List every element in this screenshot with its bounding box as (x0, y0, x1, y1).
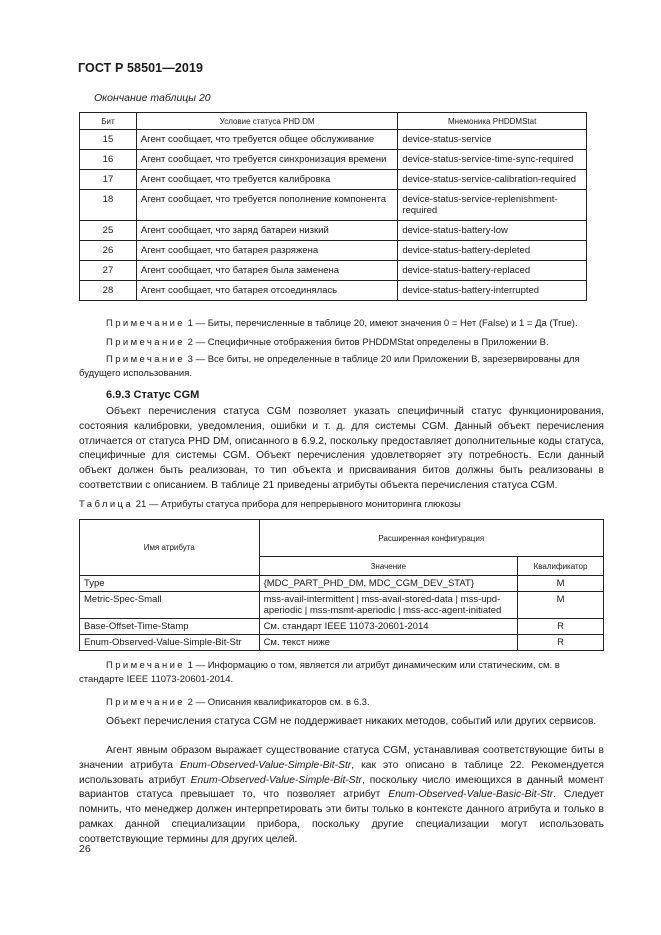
note-text: 3 — Все биты, не определенные в таблице 20 или Приложении В, зарезервированы для будущего использования. (79, 354, 580, 379)
section-title: Статус CGM (133, 389, 200, 401)
table-label: Таблица (79, 499, 134, 510)
mnemonic-cell: device-status-battery-interrupted (398, 281, 587, 301)
column-header: Квалификатор (518, 557, 604, 576)
qualifier-cell: M (518, 592, 604, 619)
paragraph-1: Объект перечисления статуса CGM позволяет указать специфичный статус функционирования, состояния калибровки, уведомления, ошибки и т. д. для системы CGM. Данный объект перечисления отличается от статуса PHD DM, описанного в 6.9.2, поскольку предоставляет дополнительные коды статуса, специфичные для системы CGM. Объект перечисления удовлетворяет эту потребность. Если данный объект должен быть реализован, то тип объекта и присваивания битов должны быть реализованы в соответствии с описанием. В таблице 21 приведены атрибуты объекта перечисления статуса CGM. (79, 406, 604, 491)
condition-cell: Агент сообщает, что батарея разряжена (136, 241, 397, 261)
qualifier-cell: R (518, 619, 604, 635)
attribute-name-cell: Metric-Spec-Small (80, 592, 260, 619)
bit-cell: 16 (80, 150, 137, 170)
table-row (80, 241, 587, 261)
table-header-row (80, 520, 604, 557)
table-row (80, 221, 587, 241)
table-row (80, 190, 587, 221)
qualifier-cell: R (518, 635, 604, 651)
attribute-name-cell: Base-Offset-Time-Stamp (80, 619, 260, 635)
table-header-row (80, 113, 587, 130)
value-cell: См. стандарт IEEE 11073-20601-2014 (259, 619, 518, 635)
column-header: Значение (259, 557, 518, 576)
paragraph-3: Агент явным образом выражает существование статуса CGM, устанавливая соответствующие биты в значении атрибута Enum-Observed-Value-Simple-Bit-Str, как это описано в таблице 22. Рекомендуется использовать атрибут Enum-Observed-Value-Simple-Bit-Str, поскольку число имеющихся в данный момент вариантов статуса превышает то, что позволяет атрибут Enum-Observed-Value-Basic-Bit-Str. Следует помнить, что менеджер должен интерпретировать эти биты только в контексте данного атрибута и только в рамках данной специализации прибора, поскольку другие специализации могут использовать соответствующие термины для других целей. (79, 745, 604, 845)
note-1 (106, 317, 606, 331)
table-row (80, 130, 587, 150)
table-continuation-caption: Окончание таблицы 20 (94, 92, 211, 104)
note-label: Примечание (106, 660, 185, 671)
column-header: Мнемоника PHDDMStat (398, 113, 587, 130)
qualifier-cell: M (518, 576, 604, 592)
column-header: Имя атрибута (80, 520, 260, 576)
column-header: Условие статуса PHD DM (136, 113, 397, 130)
mnemonic-cell: device-status-service-replenishment-required (398, 190, 587, 221)
table-row (80, 150, 587, 170)
note-21-1 (79, 659, 604, 687)
condition-cell: Агент сообщает, что батарея отсоединялась (136, 281, 397, 301)
value-cell: См. текст ниже (259, 635, 518, 651)
table-row (80, 635, 604, 651)
note-text: 1 — Информацию о том, является ли атрибут динамическим или статическим, см. в стандарте IEEE 11073-20601-2014. (79, 660, 560, 685)
mnemonic-cell: device-status-battery-depleted (398, 241, 587, 261)
note-2 (106, 336, 606, 350)
note-3 (79, 353, 604, 381)
standard-header: ГОСТ Р 58501—2019 (78, 61, 204, 75)
value-cell: {MDC_PART_PHD_DM, MDC_CGM_DEV_STAT} (259, 576, 518, 592)
bit-cell: 28 (80, 281, 137, 301)
paragraph-2: Объект перечисления статуса CGM не поддерживает никаких методов, событий или других сервисов. (106, 716, 597, 727)
bit-cell: 15 (80, 130, 137, 150)
table-row (80, 170, 587, 190)
note-label: Примечание (106, 354, 185, 365)
condition-cell: Агент сообщает, что требуется общее обслуживание (136, 130, 397, 150)
bit-cell: 25 (80, 221, 137, 241)
condition-cell: Агент сообщает, что заряд батареи низкий (136, 221, 397, 241)
bit-cell: 27 (80, 261, 137, 281)
table-row (80, 281, 587, 301)
column-header: Бит (80, 113, 137, 130)
condition-cell: Агент сообщает, что батарея была заменена (136, 261, 397, 281)
table-row (80, 261, 587, 281)
note-label: Примечание (106, 318, 185, 329)
attribute-name-cell: Type (80, 576, 260, 592)
mnemonic-cell: device-status-service-calibration-required (398, 170, 587, 190)
section-number: 6.9.3 (106, 389, 131, 401)
table-row (80, 619, 604, 635)
table-row (80, 592, 604, 619)
mnemonic-cell: device-status-battery-low (398, 221, 587, 241)
condition-cell: Агент сообщает, что требуется пополнение компонента (136, 190, 397, 221)
note-label: Примечание (106, 697, 185, 708)
note-21-2 (106, 696, 606, 710)
column-header: Расширенная конфигурация (259, 520, 603, 557)
section-heading (106, 389, 199, 401)
value-cell: mss-avail-intermittent | mss-avail-stored-data | mss-upd-aperiodic | mss-msmt-aperiodic | mss-acc-agent-initiated (259, 592, 518, 619)
note-text: 2 — Описания квалификаторов см. в 6.3. (187, 697, 370, 708)
note-text: 2 — Специфичные отображения битов PHDDMStat определены в Приложении В. (187, 337, 549, 348)
condition-cell: Агент сообщает, что требуется калибровка (136, 170, 397, 190)
table-caption-text: 21 — Атрибуты статуса прибора для непрерывного мониторинга глюкозы (135, 499, 461, 510)
bit-cell: 18 (80, 190, 137, 221)
mnemonic-cell: device-status-service (398, 130, 587, 150)
note-text: 1 — Биты, перечисленные в таблице 20, имеют значения 0 = Нет (False) и 1 = Да (True). (187, 318, 578, 329)
bit-cell: 26 (80, 241, 137, 261)
mnemonic-cell: device-status-battery-replaced (398, 261, 587, 281)
note-label: Примечание (106, 337, 185, 348)
table-21 (79, 519, 604, 651)
condition-cell: Агент сообщает, что требуется синхронизация времени (136, 150, 397, 170)
table-20 (79, 112, 587, 301)
table-row (80, 576, 604, 592)
table-21-caption (79, 499, 461, 510)
attribute-name-cell: Enum-Observed-Value-Simple-Bit-Str (80, 635, 260, 651)
mnemonic-cell: device-status-service-time-sync-required (398, 150, 587, 170)
page-number: 26 (79, 843, 91, 855)
bit-cell: 17 (80, 170, 137, 190)
